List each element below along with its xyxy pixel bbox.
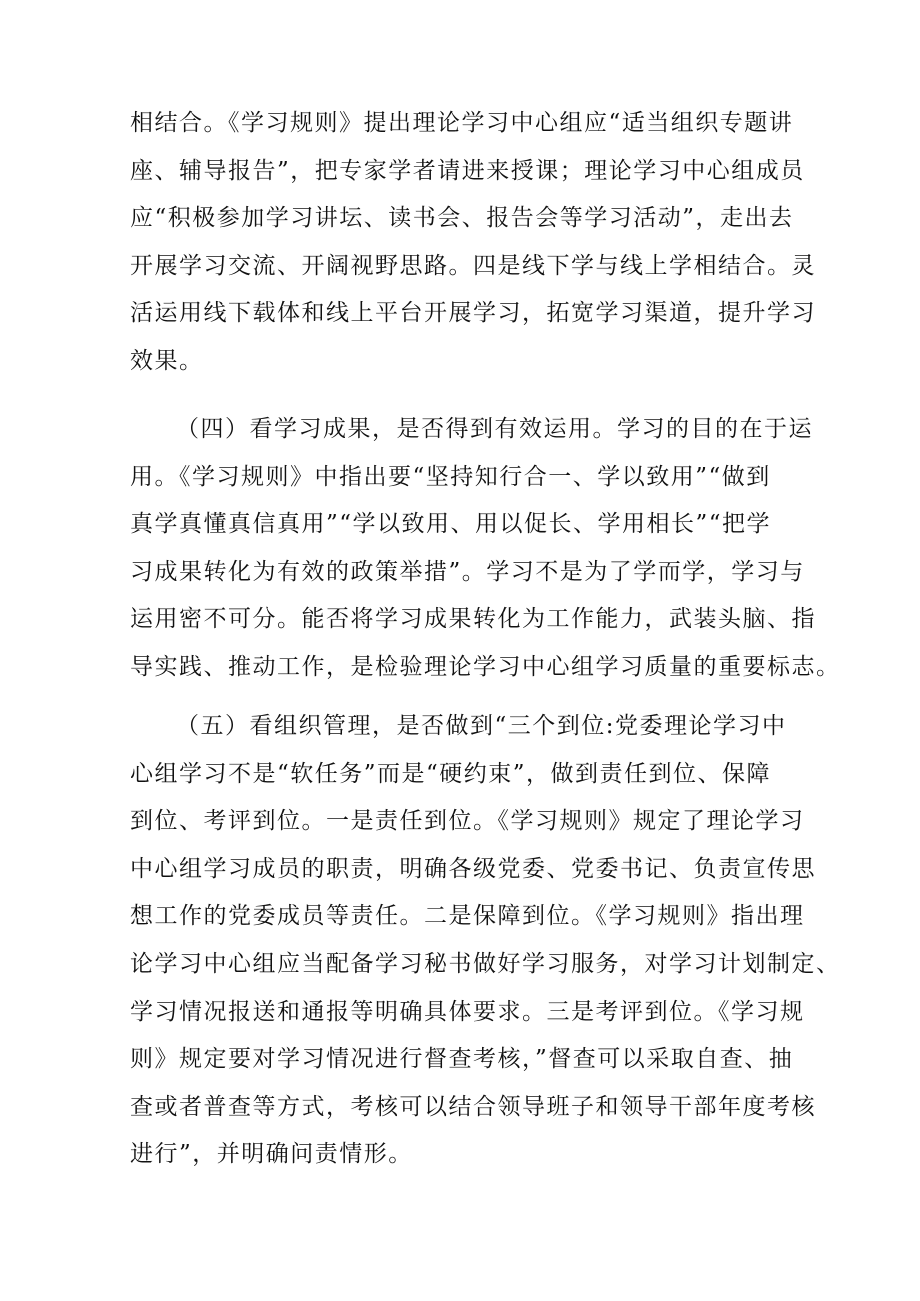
text-line: 用。《学习规则》中指出要“坚持知行合一、学以致用”“做到: [130, 463, 771, 490]
text-line: （四）看学习成果，是否得到有效运用。学习的目的在于运: [176, 416, 813, 442]
text-line: 应“积极参加学习讲坛、读书会、报告会等学习活动”，走出去: [130, 205, 794, 232]
text-line: 真学真懂真信真用”“学以致用、用以促长、学用相长”“把学: [130, 511, 772, 538]
paragraph-text: [130, 100, 816, 386]
text-line: 查或者普查等方式，考核可以结合领导班子和领导干部年度考核: [130, 1093, 816, 1120]
paragraph-learning-results: [130, 406, 841, 692]
text-line: 中心组学习成员的职责，明确各级党委、党委书记、负责宣传思: [130, 855, 816, 882]
paragraph-organization-management: [130, 703, 841, 1179]
paragraph-text: [130, 703, 841, 1179]
text-line: 到位、考评到位。一是责任到位。《学习规则》规定了理论学习: [130, 808, 805, 835]
paragraph-text: [130, 406, 841, 692]
text-line: 相结合。《学习规则》提出理论学习中心组应“适当组织专题讲: [130, 110, 794, 136]
text-line: 座、辅导报告”，把专家学者请进来授课；理论学习中心组成员: [130, 157, 805, 184]
text-line: 开展学习交流、开阔视野思路。四是线下学与线上学相结合。灵: [130, 252, 816, 279]
text-line: 则》规定要对学习情况进行督查考核，”督查可以采取自查、抽: [130, 1046, 794, 1073]
paragraph-learning-methods: [130, 100, 816, 386]
text-line: 习成果转化为有效的政策举措”。学习不是为了学而学，学习与: [130, 558, 805, 585]
text-line: 想工作的党委成员等责任。二是保障到位。《学习规则》指出理: [130, 903, 805, 930]
text-line: 运用密不可分。能否将学习成果转化为工作能力，武装头脑、指: [130, 606, 816, 633]
text-line: 论学习中心组应当配备学习秘书做好学习服务，对学习计划制定、: [130, 950, 841, 977]
text-line: （五）看组织管理，是否做到“三个到位:党委理论学习中: [176, 713, 787, 739]
text-line: 进行”，并明确问责情形。: [130, 1141, 413, 1168]
text-line: 学习情况报送和通报等明确具体要求。三是考评到位。《学习规: [130, 998, 805, 1025]
text-line: 效果。: [130, 347, 204, 374]
text-line: 活运用线下载体和线上平台开展学习，拓宽学习渠道，提升学习: [130, 300, 816, 327]
text-line: 心组学习不是“软任务”而是“硬约束”，做到责任到位、保障: [130, 760, 772, 787]
text-line: 导实践、推动工作，是检验理论学习中心组学习质量的重要标志。: [130, 653, 841, 680]
